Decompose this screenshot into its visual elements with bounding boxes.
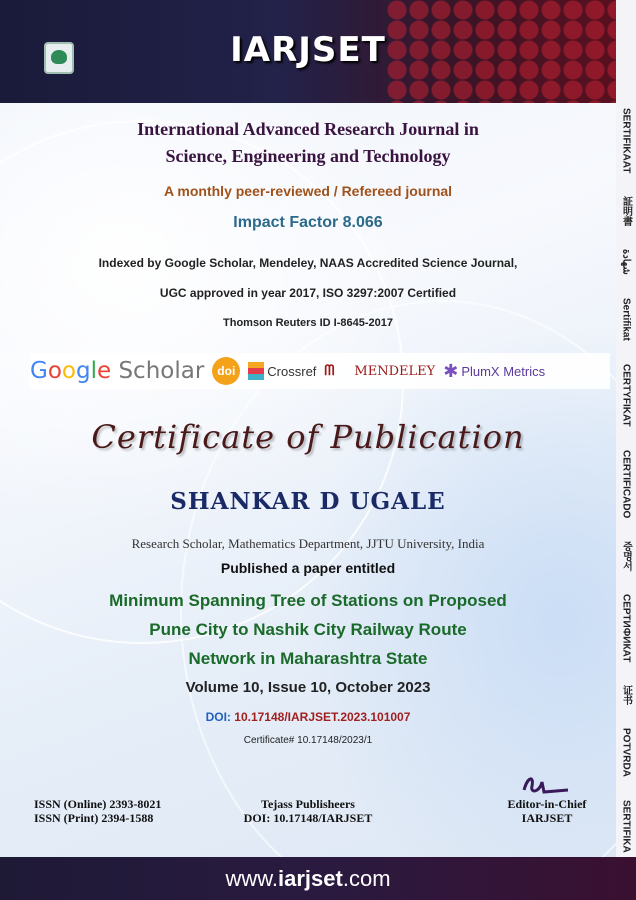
doi-line [0, 710, 616, 724]
editor-org: IARJSET [521, 811, 573, 825]
journal-name-line: Science, Engineering and Technology [165, 146, 451, 166]
issn-online: ISSN (Online) 2393-8021 [34, 797, 162, 811]
editor-block [487, 797, 607, 825]
recipient-name: SHANKAR D UGALE [170, 488, 446, 515]
recipient-affiliation: Research Scholar, Mathematics Department, JJTU University, India [131, 536, 485, 551]
publisher-name: Tejass Publisheers [261, 797, 355, 811]
doi-value[interactable]: 10.17148/IARJSET.2023.101007 [234, 710, 411, 724]
journal-tagline: A monthly peer-reviewed / Refereed journal [163, 183, 453, 199]
sidebar-word: СЕРТИФИКАТ [620, 593, 632, 663]
paper-title-line: Network in Maharashtra State [188, 649, 428, 668]
volume-issue: Volume 10, Issue 10, October 2023 [185, 679, 431, 696]
sidebar-word: SERTIFIKA [620, 800, 632, 853]
sidebar-word: CERTYFIKAT [620, 363, 632, 427]
certificate-number: Certificate# 10.17148/2023/1 [243, 735, 373, 746]
certificate-title: Certificate of Publication [91, 418, 525, 456]
impact-factor: Impact Factor 8.066 [233, 214, 383, 231]
issn-print: ISSN (Print) 2394-1588 [34, 811, 154, 825]
indexing-info: Indexed by Google Scholar, Mendeley, NAAS Accredited Science Journal, [98, 256, 518, 270]
sidebar-word: SERTIFIKAAT [620, 108, 632, 174]
sidebar-word: CERTIFICADO [620, 449, 632, 518]
publisher-doi: DOI: 10.17148/IARJSET [243, 811, 373, 825]
brand-title: IARJSET [230, 30, 386, 70]
doi-logo-icon: doi [212, 357, 240, 385]
published-statement: Published a paper entitled [220, 560, 396, 576]
editor-signature [520, 772, 572, 796]
header-banner [0, 0, 616, 103]
sidebar-word: Sertifikat [620, 298, 632, 341]
paper-title-line: Minimum Spanning Tree of Stations on Proposed [109, 591, 507, 610]
sidebar-word: 証明書 [620, 196, 632, 227]
indexing-logos-strip [30, 353, 610, 389]
sidebar-word: شهادة [620, 249, 632, 276]
sidebar-word: 증명서 [620, 540, 632, 571]
journal-name [0, 116, 616, 170]
doi-label: DOI: [205, 710, 231, 724]
crossref-icon [248, 362, 264, 380]
sidebar-word: POTVRDA [620, 728, 632, 778]
editor-title: Editor-in-Chief [507, 797, 587, 811]
multilingual-sidebar [616, 0, 636, 900]
website-link[interactable]: www.iarjset.com [225, 866, 391, 891]
crossref-logo: Crossref [248, 362, 316, 380]
plumx-logo: ✱ PlumX Metrics [443, 360, 546, 381]
mendeley-logo: ᗰ MENDELEY [324, 363, 436, 379]
journal-name-line: International Advanced Research Journal in [137, 119, 479, 139]
paper-title [0, 586, 616, 673]
paper-title-line: Pune City to Nashik City Railway Route [149, 620, 467, 639]
sidebar-word: 证书 [620, 685, 632, 706]
thomson-id: Thomson Reuters ID I-8645-2017 [223, 317, 393, 329]
mendeley-icon: ᗰ [324, 363, 335, 379]
google-scholar-logo: Google Scholar [30, 358, 205, 384]
plumx-icon: ✱ [443, 360, 459, 381]
ugc-info: UGC approved in year 2017, ISO 3297:2007 Certified [159, 286, 457, 300]
